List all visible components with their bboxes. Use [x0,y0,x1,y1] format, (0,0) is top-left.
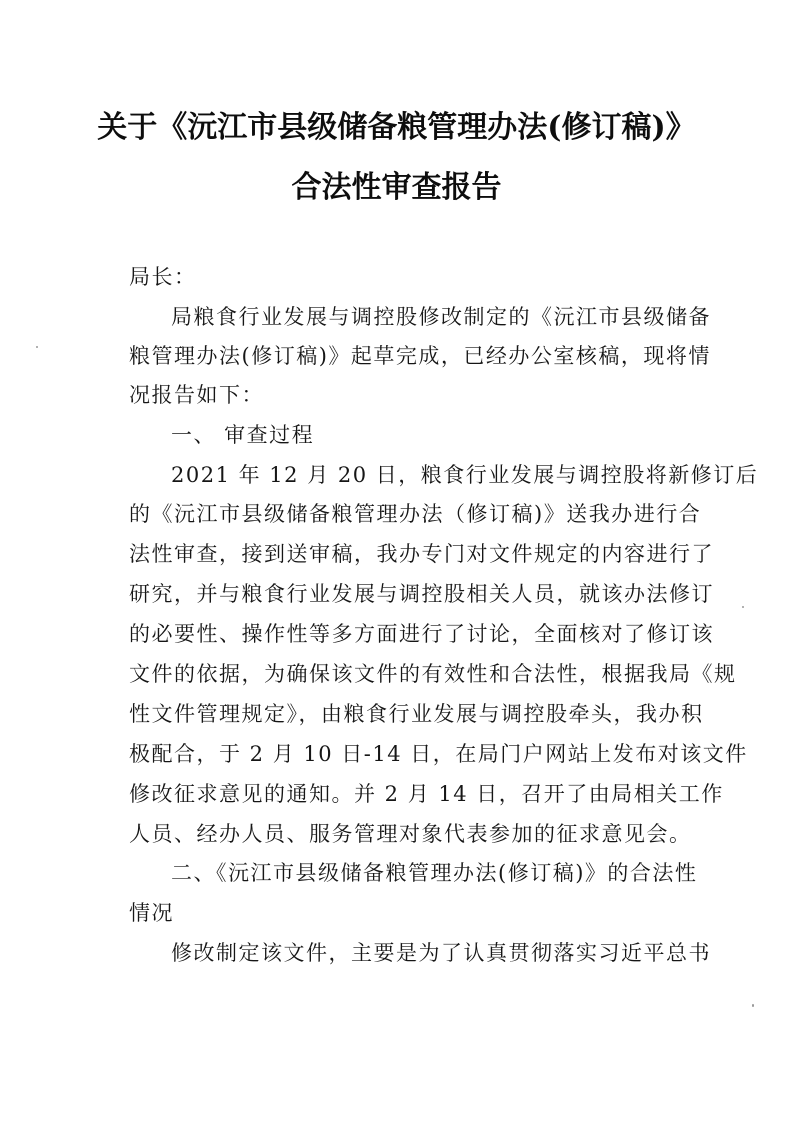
paragraph-line: 局粮食行业发展与调控股修改制定的《沅江市县级储备 [171,305,711,329]
paragraph-line: 2021 年 12 月 20 日，粮食行业发展与调控股将新修订后 [171,463,759,487]
section-heading-1: 一、 审查过程 [171,423,315,447]
paragraph-line: 文件的依据，为确保该文件的有效性和合法性，根据我局《规 [129,662,737,686]
scan-speck [752,1004,754,1007]
salutation: 局长： [129,265,197,289]
section-heading-2: 二、《沅江市县级储备粮管理办法(修订稿)》的合法性 [171,861,698,885]
paragraph-line: 研究，并与粮食行业发展与调控股相关人员，就该办法修订 [129,582,714,606]
paragraph-line: 法性审查，接到送审稿，我办专门对文件规定的内容进行了 [129,542,714,566]
section-heading-2-continued: 情况 [129,901,174,925]
report-title-line-1: 关于《沅江市县级储备粮管理办法(修订稿)》 [97,110,696,145]
report-title-line-2: 合法性审查报告 [291,170,502,205]
paragraph-line: 的必要性、操作性等多方面进行了讨论，全面核对了修订该 [129,622,714,646]
scan-speck [742,606,744,608]
paragraph-line: 极配合，于 2 月 10 日-14 日，在局门户网站上发布对该文件 [129,742,748,766]
paragraph-line: 修改征求意见的通知。并 2 月 14 日，召开了由局相关工作 [129,782,724,806]
paragraph-line: 修改制定该文件，主要是为了认真贯彻落实习近平总书 [171,941,711,965]
paragraph-line: 况报告如下： [129,383,264,407]
paragraph-line: 人员、经办人员、服务管理对象代表参加的征求意见会。 [129,822,692,846]
paragraph-line: 的《沅江市县级储备粮管理办法（修订稿)》送我办进行合 [129,502,702,526]
paragraph-line: 粮管理办法(修订稿)》起草完成，已经办公室核稿，现将情 [129,344,711,368]
paragraph-line: 性文件管理规定》，由粮食行业发展与调控股牵头，我办积 [129,702,704,726]
scan-speck [36,346,38,348]
